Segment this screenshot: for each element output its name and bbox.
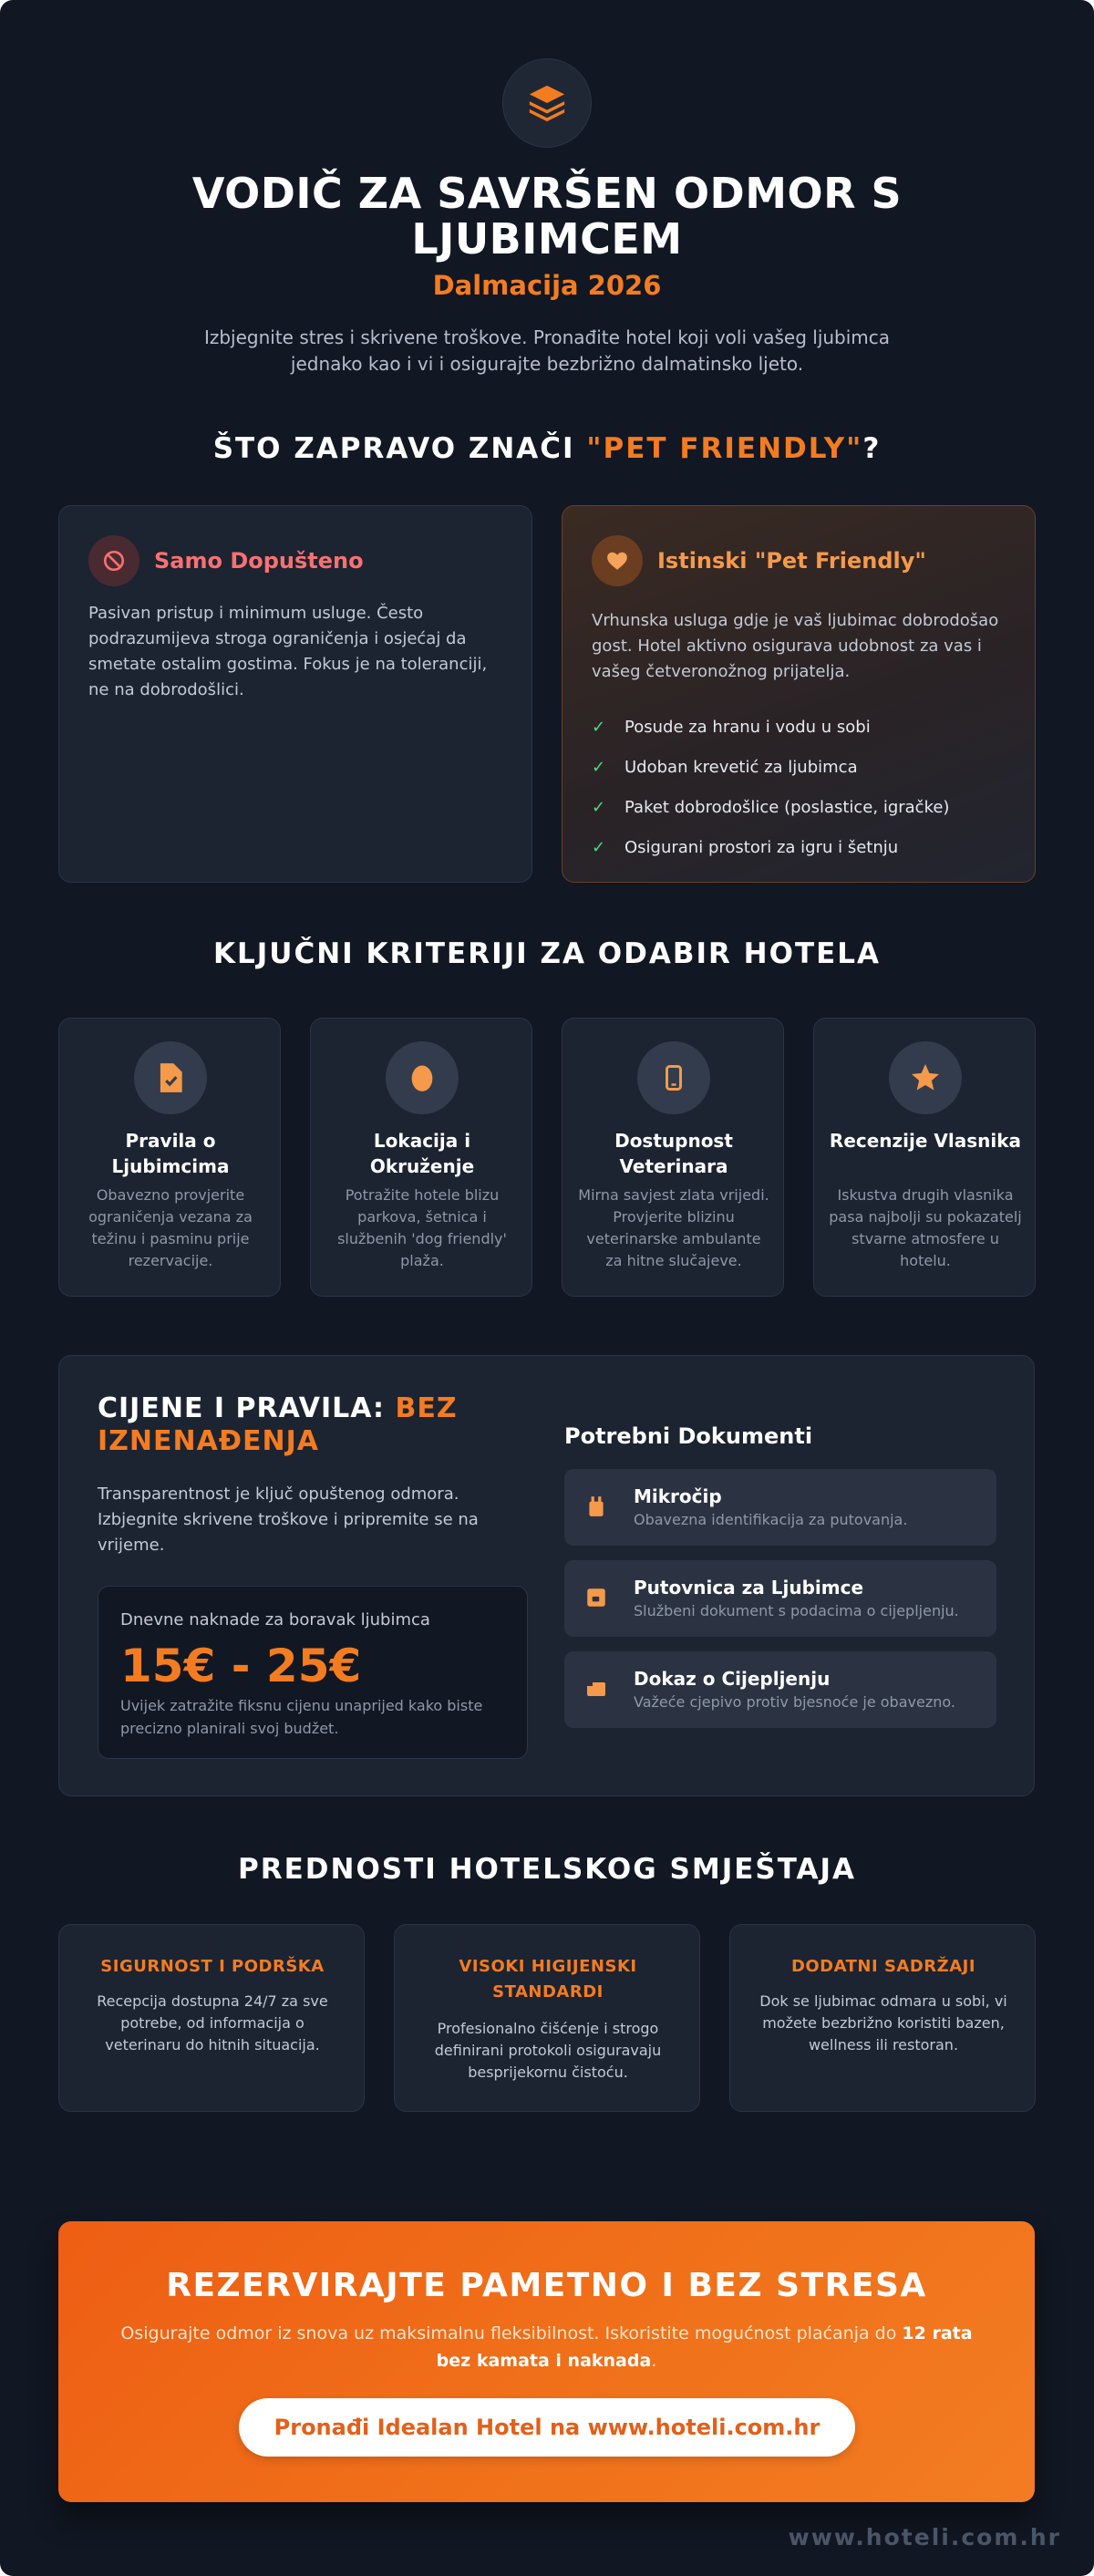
daily-fee-note: Uvijek zatražite fiksnu cijenu unaprijed kako biste precizno planirali svoj budžet.	[120, 1697, 483, 1737]
daily-fee-box	[98, 1586, 528, 1759]
document-icon	[134, 1041, 207, 1114]
page-subtitle: Dalmacija 2026	[432, 270, 662, 301]
criteria-card-location	[310, 1018, 532, 1297]
amenity-label: Osigurani prostori za igru i šetnju	[624, 837, 899, 857]
page-title: VODIČ ZA SAVRŠEN ODMOR S LJUBIMCEM	[191, 169, 903, 264]
layers-icon	[502, 58, 592, 148]
cta-text	[113, 2320, 980, 2374]
amenity-label: Udoban krevetić za ljubimca	[624, 757, 858, 777]
document-description: Službeni dokument s podacima o cijepljenju.	[634, 1602, 959, 1619]
criteria-title: Lokacija i Okruženje	[369, 1130, 475, 1177]
list-item	[592, 747, 949, 787]
criteria-text: Mirna savjest zlata vrijedi. Provjerite blizinu veterinarske ambulante za hitne slučajeve.	[578, 1186, 769, 1269]
cta-text-main: Osigurajte odmor iz snova uz maksimalnu fleksibilnost. Iskoristite mogućnost plaćanja do	[120, 2323, 903, 2343]
pet-friendly-heading-accent: "PET FRIENDLY"	[586, 432, 863, 465]
cta-banner	[58, 2221, 1035, 2502]
benefit-title: DODATNI SADRŽAJI	[790, 1957, 976, 1976]
benefit-title: VISOKI HIGIJENSKI STANDARDI	[459, 1957, 637, 2002]
amenity-label: Paket dobrodošlice (poslastice, igračke)	[624, 797, 950, 817]
list-item	[592, 787, 949, 827]
pricing-panel	[58, 1355, 1035, 1796]
pet-friendly-heading-prefix: ŠTO ZAPRAVO ZNAČI	[212, 432, 587, 465]
check-icon: ✓	[592, 717, 606, 737]
criteria-card-pet-rules	[58, 1018, 281, 1297]
pricing-heading	[98, 1392, 535, 1458]
pricing-heading-prefix: CIJENE I PRAVILA:	[98, 1392, 396, 1424]
document-description: Važeće cjepivo protiv bjesnoće je obavezno.	[634, 1693, 955, 1711]
true-pet-friendly-text: Vrhunska usluga gdje je vaš ljubimac dobrodošao gost. Hotel aktivno osigurava udobnost za vas i vašeg četveronožnog prijatelja.	[592, 611, 999, 681]
hero-description: Izbjegnite stres i skrivene troškove. Pronađite hotel koji voli vašeg ljubimca jednako kao i vi i osigurajte bezbrižno dalmatinsko ljeto.	[203, 326, 891, 375]
check-icon: ✓	[592, 757, 606, 777]
cta-text-highlight: 12 rata bez kamata i naknada	[436, 2323, 973, 2371]
benefit-card-hygiene	[394, 1924, 700, 2112]
document-name: Dokaz o Cijepljenju	[634, 1668, 831, 1690]
benefit-card-extras	[729, 1924, 1036, 2112]
passport-icon	[583, 1584, 610, 1611]
list-item	[592, 707, 949, 747]
pet-friendly-heading-suffix: ?	[862, 432, 882, 465]
star-icon	[889, 1041, 962, 1114]
true-pet-friendly-title: Istinski "Pet Friendly"	[657, 548, 926, 574]
pet-friendly-heading	[91, 432, 1003, 465]
document-name: Mikročip	[634, 1485, 722, 1507]
cta-title: REZERVIRAJTE PAMETNO I BEZ STRESA	[166, 2267, 927, 2304]
check-icon: ✓	[592, 797, 606, 817]
basic-allowed-card	[58, 505, 532, 883]
daily-fee-label: Dnevne naknade za boravak ljubimca	[120, 1610, 430, 1629]
list-item	[592, 827, 949, 867]
basic-allowed-text: Pasivan pristup i minimum usluge. Često podrazumijeva stroga ograničenja i osjećaj da smetate ostalim gostima. Fokus je na toleranciji, ne na dobrodošlici.	[88, 604, 488, 699]
benefits-heading: PREDNOSTI HOTELSKOG SMJEŠTAJA	[238, 1853, 856, 1886]
find-hotel-button[interactable]: Pronađi Idealan Hotel na www.hoteli.com.hr	[239, 2398, 855, 2457]
criteria-text: Iskustva drugih vlasnika pasa najbolji su pokazatelj stvarne atmosfere u hotelu.	[829, 1186, 1022, 1269]
criteria-text: Obavezno provjerite ograničenja vezana za težinu i pasminu prije rezervacije.	[88, 1186, 253, 1269]
chip-icon	[583, 1493, 610, 1520]
document-item-pet-passport	[564, 1560, 996, 1637]
amenity-list	[592, 707, 949, 867]
phone-icon	[637, 1041, 710, 1114]
true-pet-friendly-card	[562, 505, 1036, 883]
cta-text-end: .	[651, 2351, 657, 2371]
criteria-text: Potražite hotele blizu parkova, šetnica i službenih 'dog friendly' plaža.	[337, 1186, 507, 1269]
heart-icon	[592, 535, 643, 586]
criteria-title: Recenzije Vlasnika	[829, 1130, 1022, 1152]
daily-fee-value: 15€ - 25€	[120, 1640, 362, 1692]
footer-url: www.hoteli.com.hr	[788, 2524, 1061, 2550]
criteria-title: Pravila o Ljubimcima	[111, 1130, 230, 1177]
criteria-title: Dostupnost Veterinara	[614, 1130, 733, 1177]
benefit-title: SIGURNOST I PODRŠKA	[100, 1957, 325, 1976]
basic-allowed-title: Samo Dopušteno	[154, 548, 364, 574]
benefit-text: Recepcija dostupna 24/7 za sve potrebe, od informacija o veterinaru do hitnih situacija.	[97, 1992, 328, 2054]
pricing-text: Transparentnost je ključ opuštenog odmora. Izbjegnite skrivene troškove i pripremite se na vrijeme.	[98, 1485, 479, 1555]
benefit-card-security	[58, 1924, 365, 2112]
benefit-text: Dok se ljubimac odmara u sobi, vi možete bezbrižno koristiti bazen, wellness ili restoran.	[759, 1992, 1007, 2054]
documents-heading: Potrebni Dokumenti	[564, 1423, 813, 1449]
document-item-microchip	[564, 1469, 996, 1546]
id-card-icon	[583, 1675, 610, 1702]
check-icon: ✓	[592, 837, 606, 857]
criteria-card-reviews	[813, 1018, 1036, 1297]
pricing-heading-accent: BEZ IZNENAĐENJA	[98, 1392, 458, 1457]
amenity-label: Posude za hranu i vodu u sobi	[624, 717, 871, 737]
location-icon	[386, 1041, 459, 1114]
document-description: Obavezna identifikacija za putovanja.	[634, 1511, 908, 1528]
document-name: Putovnica za Ljubimce	[634, 1577, 864, 1598]
ban-icon	[88, 535, 139, 586]
document-item-vaccination-proof	[564, 1651, 996, 1728]
benefit-text: Profesionalno čišćenje i strogo definirani protokoli osiguravaju besprijekornu čistoću.	[434, 2020, 662, 2081]
criteria-heading: KLJUČNI KRITERIJI ZA ODABIR HOTELA	[212, 937, 882, 970]
criteria-card-veterinarian	[562, 1018, 784, 1297]
